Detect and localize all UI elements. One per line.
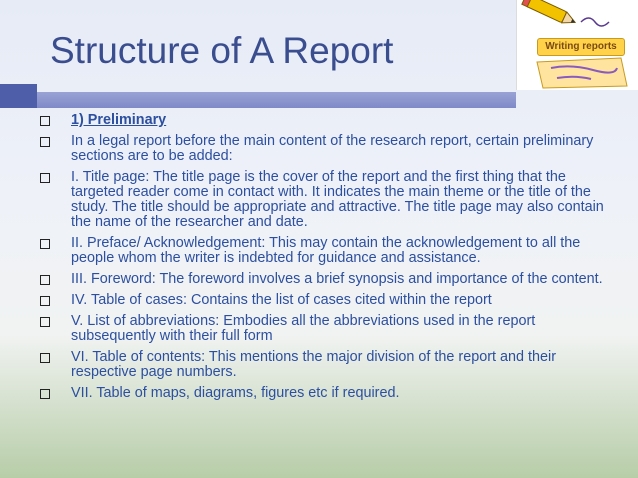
square-bullet-icon [40, 239, 50, 249]
title-accent-block [0, 84, 37, 108]
square-bullet-icon [40, 137, 50, 147]
writing-reports-logo [516, 0, 638, 90]
list-item-text: IV. Table of cases: Contains the list of cases cited within the report [71, 292, 492, 308]
list-item-text: I. Title page: The title page is the cover of the report and the first thing that the targeted reader come in contact with. It indicates the main theme or the title of the study. The title should be appropriate and attractive. The title page may also contain the name of the researcher and date. [71, 169, 604, 230]
square-bullet-icon [40, 173, 50, 183]
list-item-text: VII. Table of maps, diagrams, figures etc if required. [71, 385, 400, 401]
list-item [40, 134, 615, 164]
list-item-text: VI. Table of contents: This mentions the major division of the report and their respective page numbers. [71, 349, 557, 380]
square-bullet-icon [40, 389, 50, 399]
square-bullet-icon [40, 116, 50, 126]
bullet-list [40, 113, 615, 407]
list-item [40, 113, 615, 128]
list-item [40, 170, 615, 230]
title-underline-bar [0, 92, 516, 108]
square-bullet-icon [40, 275, 50, 285]
list-item-text: V. List of abbreviations: Embodies all the abbreviations used in the report subsequently with their full form [71, 313, 536, 344]
list-item-text: In a legal report before the main content of the research report, certain preliminary sections are to be added: [71, 133, 594, 164]
list-item [40, 350, 615, 380]
list-item-text: 1) Preliminary [71, 112, 167, 128]
list-item [40, 314, 615, 344]
list-item [40, 272, 615, 287]
list-item [40, 236, 615, 266]
list-item [40, 386, 615, 401]
list-item-text: III. Foreword: The foreword involves a brief synopsis and importance of the content. [71, 271, 603, 287]
list-item-text: II. Preface/ Acknowledgement: This may contain the acknowledgement to all the people whom the writer is indebted for guidance and assistance. [71, 235, 581, 266]
slide-title: Structure of A Report [50, 30, 394, 71]
logo-label: Writing reports [537, 38, 625, 56]
square-bullet-icon [40, 296, 50, 306]
list-item [40, 293, 615, 308]
square-bullet-icon [40, 317, 50, 327]
square-bullet-icon [40, 353, 50, 363]
